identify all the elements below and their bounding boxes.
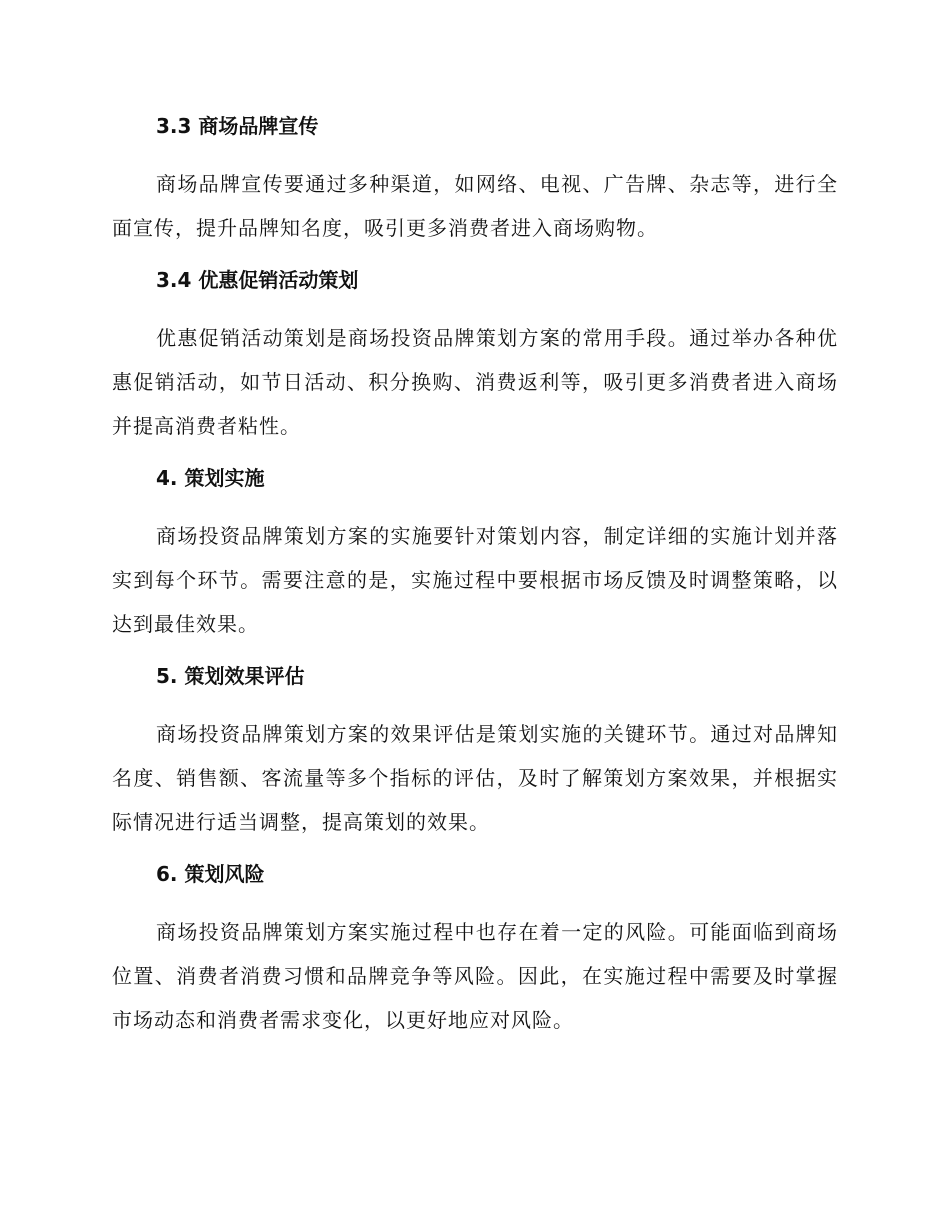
section-paragraph: 商场投资品牌策划方案的效果评估是策划实施的关键环节。通过对品牌知名度、销售额、客流量等多个指标的评估，及时了解策划方案效果，并根据实际情况进行适当调整，提高策划的效果。 (112, 722, 838, 834)
section-3-3 (112, 112, 838, 250)
section-heading: 6. 策划风险 (156, 862, 265, 886)
section-paragraph: 商场投资品牌策划方案实施过程中也存在着一定的风险。可能面临到商场位置、消费者消费习惯和品牌竞争等风险。因此，在实施过程中需要及时掌握市场动态和消费者需求变化，以更好地应对风险。 (112, 920, 838, 1032)
section-heading: 5. 策划效果评估 (156, 664, 305, 688)
section-heading: 3.3 商场品牌宣传 (156, 114, 319, 138)
section-heading: 3.4 优惠促销活动策划 (156, 268, 359, 292)
section-4 (112, 464, 838, 646)
section-paragraph: 商场品牌宣传要通过多种渠道，如网络、电视、广告牌、杂志等，进行全面宣传，提升品牌知名度，吸引更多消费者进入商场购物。 (112, 172, 838, 240)
section-paragraph: 优惠促销活动策划是商场投资品牌策划方案的常用手段。通过举办各种优惠促销活动，如节日活动、积分换购、消费返利等，吸引更多消费者进入商场并提高消费者粘性。 (112, 326, 838, 438)
section-6 (112, 860, 838, 1042)
section-heading: 4. 策划实施 (156, 466, 265, 490)
section-3-4 (112, 266, 838, 448)
section-5 (112, 662, 838, 844)
section-paragraph: 商场投资品牌策划方案的实施要针对策划内容，制定详细的实施计划并落实到每个环节。需要注意的是，实施过程中要根据市场反馈及时调整策略，以达到最佳效果。 (112, 524, 838, 636)
